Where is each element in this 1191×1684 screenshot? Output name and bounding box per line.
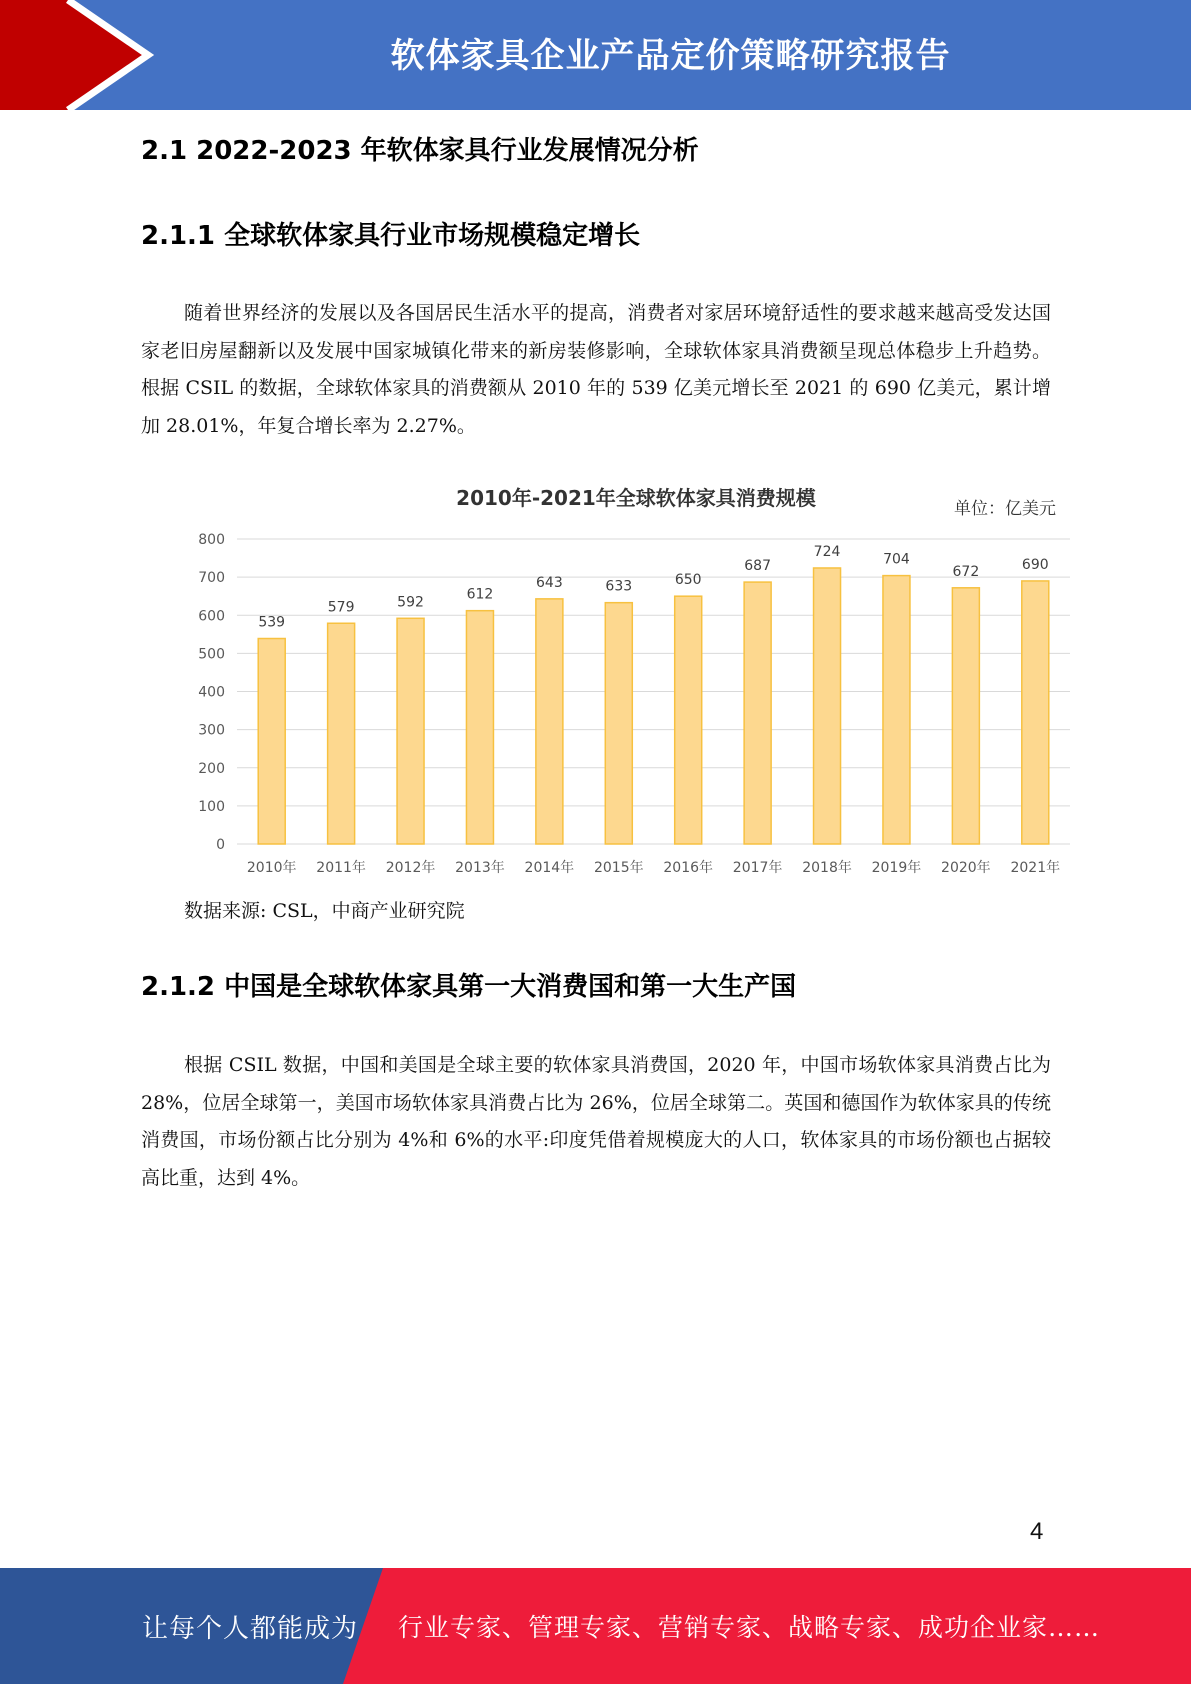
bar-value-label: 579: [327, 599, 355, 616]
section-heading-2-1-1: 2.1.1 全球软体家具行业市场规模稳定增长: [141, 221, 641, 251]
y-tick-label: 500: [198, 646, 225, 663]
section-heading-2-1-2: 2.1.2 中国是全球软体家具第一大消费国和第一大生产国: [141, 972, 797, 1002]
y-tick-label: 100: [198, 798, 225, 815]
paragraph-market-growth: 随着世界经济的发展以及各国居民生活水平的提高，消费者对家居环境舒适性的要求越来越高受发达国家老旧房屋翻新以及发展中国家城镇化带来的新房装修影响，全球软体家具消费额呈现总体稳步上升趋势。根据 CSIL 的数据，全球软体家具的消费额从 2010 年的 539 亿美元增长至 2021 的 690 亿美元，累计增加 28.01%，年复合增长率为 2.27%。: [141, 302, 1051, 437]
x-tick-label: 2021年: [1010, 860, 1061, 876]
bar: [952, 588, 979, 844]
chart-bars: [258, 568, 1049, 844]
bar: [397, 618, 424, 844]
footer-banner: [0, 1568, 1191, 1684]
chart-title: 2010年-2021年全球软体家具消费规模: [456, 486, 816, 510]
y-tick-label: 800: [198, 532, 225, 548]
x-tick-label: 2014年: [524, 860, 575, 876]
bar-value-label: 643: [536, 574, 563, 591]
chart-unit-label: 单位：亿美元: [954, 499, 1056, 519]
chart-y-axis: [198, 532, 225, 853]
x-tick-label: 2018年: [802, 860, 852, 876]
bar: [536, 599, 563, 844]
bar: [1022, 581, 1049, 844]
bar: [883, 576, 910, 844]
consumption-bar-chart: [180, 480, 1080, 880]
bar-value-label: 690: [1021, 556, 1049, 573]
bar: [605, 603, 632, 844]
bar: [328, 623, 355, 844]
x-tick-label: 2011年: [316, 860, 366, 876]
bar-value-label: 539: [258, 614, 286, 631]
x-tick-label: 2019年: [871, 860, 922, 876]
bar: [466, 611, 493, 844]
section-heading-2-1: 2.1 2022-2023 年软体家具行业发展情况分析: [141, 136, 699, 166]
footer-slogan-right: 行业专家、管理专家、营销专家、战略专家、成功企业家……: [398, 1613, 1101, 1642]
bar-value-label: 633: [605, 578, 633, 595]
bar: [814, 568, 841, 844]
y-tick-label: 0: [216, 837, 225, 853]
y-tick-label: 600: [198, 608, 225, 625]
y-tick-label: 700: [198, 570, 225, 587]
bar-value-label: 650: [674, 572, 702, 589]
y-tick-label: 300: [198, 722, 225, 739]
x-tick-label: 2010年: [246, 860, 297, 876]
x-tick-label: 2012年: [385, 860, 436, 876]
chart-data-labels: [258, 544, 1048, 631]
report-title: 软体家具企业产品定价策略研究报告: [390, 36, 951, 76]
x-tick-label: 2020年: [941, 860, 991, 876]
x-tick-label: 2013年: [455, 860, 505, 876]
y-tick-label: 200: [198, 760, 225, 777]
page-number: 4: [1030, 1518, 1044, 1545]
bar-value-label: 687: [744, 558, 771, 575]
header-banner: [0, 0, 1191, 110]
footer-slogan-left: 让每个人都能成为: [142, 1614, 359, 1644]
bar-value-label: 592: [397, 594, 424, 611]
bar: [258, 639, 285, 844]
x-tick-label: 2015年: [593, 860, 644, 876]
bar: [744, 582, 771, 844]
bar-value-label: 612: [466, 586, 494, 603]
y-tick-label: 400: [198, 684, 225, 701]
bar-value-label: 724: [813, 543, 841, 560]
chart-x-axis: [247, 859, 1060, 876]
bar: [675, 596, 702, 844]
paragraph-china-consumption: 根据 CSIL 数据，中国和美国是全球主要的软体家具消费国，2020 年，中国市场软体家具消费占比为 28%，位居全球第一，美国市场软体家具消费占比为 26%，位居全球第二。英国和德国作为软体家具的传统消费国，市场份额占比分别为 4%和 6%的水平:印度凭借着规模庞大的人口，软体家具的市场份额也占据较高比重，达到 4%。: [141, 1054, 1051, 1189]
chart-source-note: 数据来源: CSL，中商产业研究院: [184, 900, 465, 922]
bar-value-label: 704: [883, 551, 910, 568]
x-tick-label: 2016年: [663, 860, 714, 876]
bar-value-label: 672: [952, 563, 980, 580]
chart-gridlines: [237, 539, 1070, 844]
x-tick-label: 2017年: [732, 860, 783, 876]
